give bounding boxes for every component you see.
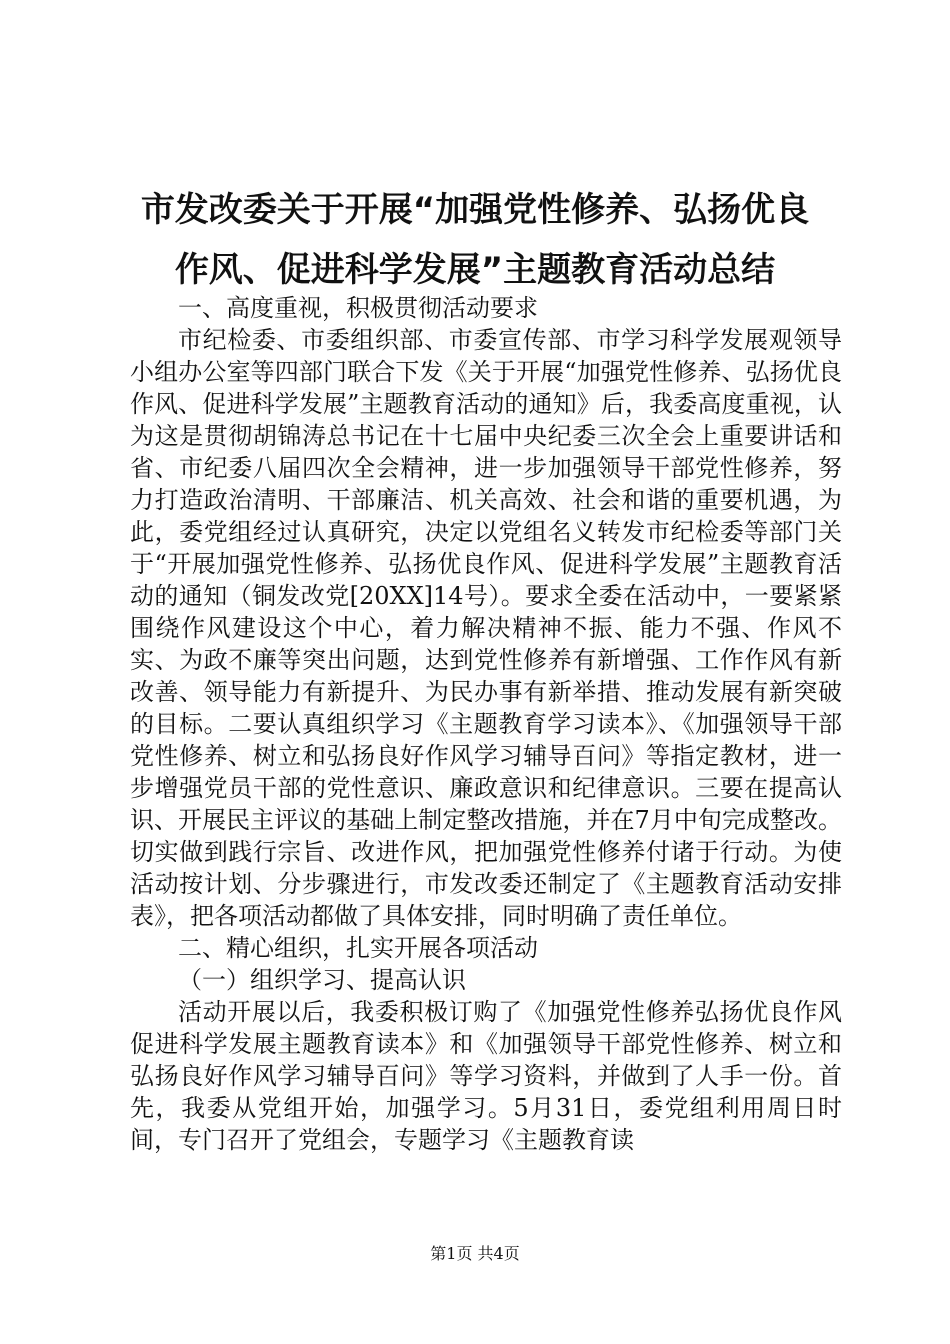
title-line-2: 作风、促进科学发展”主题教育活动总结	[174, 250, 776, 290]
section-heading-1: 一、高度重视，积极贯彻活动要求	[178, 294, 538, 322]
document-title	[60, 180, 890, 300]
section-heading-2: 二、精心组织，扎实开展各项活动	[178, 934, 538, 962]
body-paragraph-1: 市纪检委、市委组织部、市委宣传部、市学习科学发展观领导小组办公室等四部门联合下发《关于开展“加强党性修养、弘扬优良作风、促进科学发展”主题教育活动的通知》后，我委高度重视，认为这是贯彻胡锦涛总书记在十七届中央纪委三次全会上重要讲话和省、市纪委八届四次全会精神，进一步加强领导干部党性修养，努力打造政治清明、干部廉洁、机关高效、社会和谐的重要机遇，为此，委党组经过认真研究，决定以党组名义转发市纪检委等部门关于“开展加强党性修养、弘扬优良作风、促进科学发展”主题教育活动的通知（铜发改党[20XX]14号）。要求全委在活动中，一要紧紧围绕作风建设这个中心，着力解决精神不振、能力不强、作风不实、为政不廉等突出问题，达到党性修养有新增强、工作作风有新改善、领导能力有新提升、为民办事有新举措、推动发展有新突破的目标。二要认真组织学习《主题教育学习读本》、《加强领导干部党性修养、树立和弘扬良好作风学习辅导百问》等指定教材，进一步增强党员干部的党性意识、廉政意识和纪律意识。三要在提高认识、开展民主评议的基础上制定整改措施，并在7月中旬完成整改。切实做到践行宗旨、改进作风，把加强党性修养付诸于行动。为使活动按计划、分步骤进行，市发改委还制定了《主题教育活动安排表》，把各项活动都做了具体安排，同时明确了责任单位。	[130, 326, 842, 930]
document-body	[130, 292, 842, 1156]
page-footer: 第1页 共4页	[430, 1244, 520, 1263]
subsection-heading-1: （一）组织学习、提高认识	[178, 966, 466, 994]
body-paragraph-2: 活动开展以后，我委积极订购了《加强党性修养弘扬优良作风促进科学发展主题教育读本》和《加强领导干部党性修养、树立和弘扬良好作风学习辅导百问》等学习资料，并做到了人手一份。首先，我委从党组开始，加强学习。5月31日，委党组利用周日时间，专门召开了党组会，专题学习《主题教育读	[130, 998, 842, 1154]
title-line-1: 市发改委关于开展“加强党性修养、弘扬优良	[140, 190, 810, 230]
